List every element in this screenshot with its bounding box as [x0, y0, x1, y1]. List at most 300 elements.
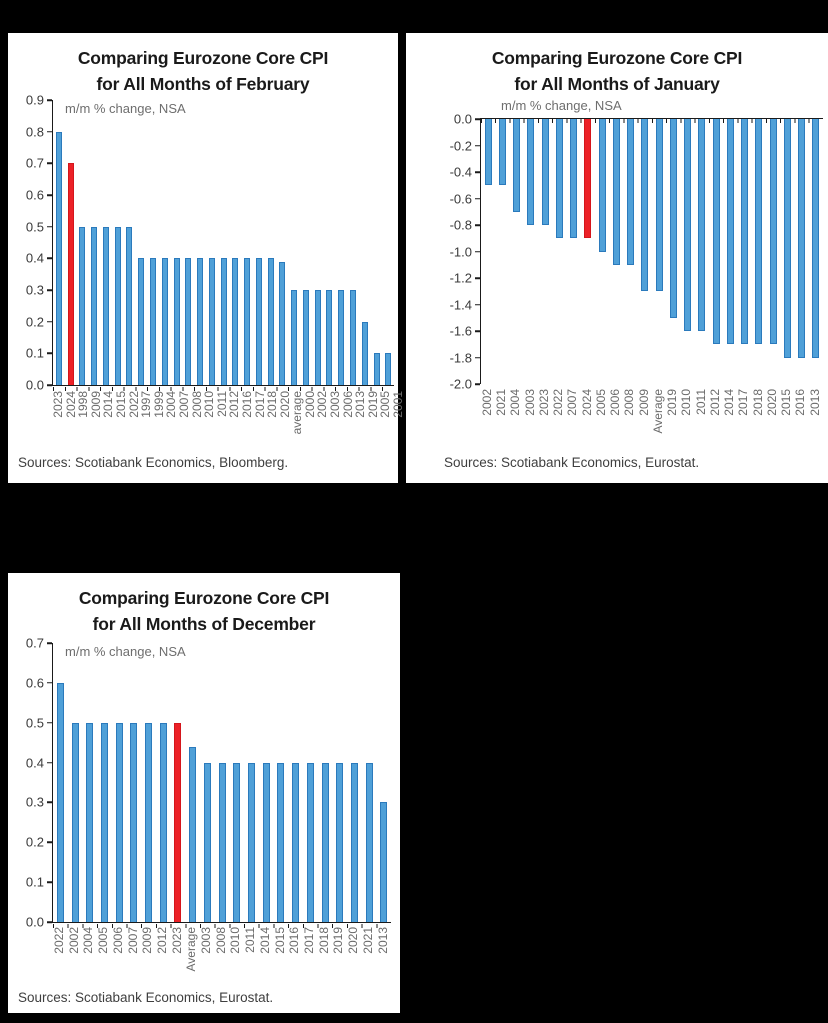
bar-slot: [124, 100, 136, 385]
bar-2022: [126, 227, 132, 385]
bar-2008: [219, 763, 226, 922]
x-tick-label: 2020: [277, 391, 292, 418]
bar-2023: [174, 723, 181, 922]
y-tick-label: -2.0: [449, 376, 472, 392]
source-note: Sources: Scotiabank Economics, Eurostat.: [444, 455, 700, 470]
y-tick-mark: [47, 722, 52, 724]
bar-slot: [229, 100, 241, 385]
plot-area-february: [25, 92, 394, 393]
bar-slot: [809, 119, 823, 384]
x-tick-label: 2014: [257, 927, 272, 954]
x-tick-label: 2010: [202, 391, 217, 418]
bar-slot: [376, 643, 391, 922]
x-tick-label: 2013: [375, 927, 390, 954]
x-tick-label: 2013: [807, 389, 822, 416]
bar-slot: [766, 119, 780, 384]
x-axis-labels-january: [480, 389, 822, 447]
bar-2013: [380, 802, 387, 922]
y-tick-mark: [475, 171, 480, 173]
y-tick-mark: [47, 762, 52, 764]
bar-slot: [244, 643, 259, 922]
x-tick-label: 2003: [522, 389, 537, 416]
x-tick-label: 2009: [140, 927, 155, 954]
bar-2006: [116, 723, 123, 922]
bar-slot: [185, 643, 200, 922]
x-tick-label: Average: [650, 389, 665, 434]
x-tick-label: 1998: [76, 391, 91, 418]
bar-2024: [584, 119, 591, 238]
x-tick-label: Average: [184, 927, 199, 972]
y-tick-mark: [47, 802, 52, 804]
bar-Average: [189, 747, 196, 922]
y-tick-label: 0.2: [25, 834, 44, 850]
x-tick-label: 2021: [494, 389, 509, 416]
x-tick-label: 2017: [736, 389, 751, 416]
plot-area-december: [25, 635, 391, 930]
x-tick-label: 1997: [139, 391, 154, 418]
y-tick-mark: [47, 258, 52, 260]
bar-slot: [723, 119, 737, 384]
bar-2010: [684, 119, 691, 331]
bar-slot: [253, 100, 265, 385]
bar-2007: [174, 258, 180, 385]
bar-slot: [362, 643, 377, 922]
bar-2011: [248, 763, 255, 922]
y-tick-mark: [475, 383, 480, 385]
bar-2005: [362, 322, 368, 385]
bar-2013: [812, 119, 819, 358]
x-tick-label: 2008: [213, 927, 228, 954]
y-tick-mark: [475, 304, 480, 306]
x-tick-label: 2004: [81, 927, 96, 954]
x-tick-label: 2007: [176, 391, 191, 418]
x-tick-label: 2009: [88, 391, 103, 418]
bar-slot: [481, 119, 495, 384]
x-tick-label: 2024: [579, 389, 594, 416]
x-tick-label: 2017: [302, 927, 316, 954]
x-tick-label: 2023: [169, 927, 184, 954]
bar-slot: [567, 119, 581, 384]
y-tick-mark: [47, 842, 52, 844]
bar-slot: [53, 643, 68, 922]
bar-slot: [332, 643, 347, 922]
x-tick-label: 2012: [154, 927, 169, 954]
bar-2005: [599, 119, 606, 252]
x-tick-label: 2015: [113, 391, 128, 418]
bar-slot: [288, 100, 300, 385]
bar-slot: [141, 643, 156, 922]
bar-2015: [277, 763, 284, 922]
bar-slot: [609, 119, 623, 384]
chart-panel-december: [8, 573, 400, 1013]
bar-slot: [200, 643, 215, 922]
y-tick-mark: [47, 642, 52, 644]
y-tick-mark: [47, 921, 52, 923]
y-tick-label: 0.0: [25, 377, 44, 393]
y-tick-label: 0.8: [25, 124, 44, 140]
bar-slot: [581, 119, 595, 384]
bar-2002: [485, 119, 492, 185]
chart-title-january: [406, 45, 828, 97]
y-tick-mark: [475, 118, 480, 120]
bar-2017: [741, 119, 748, 344]
bar-slot: [241, 100, 253, 385]
y-tick-label: -0.8: [449, 217, 472, 233]
y-tick-mark: [47, 163, 52, 165]
x-tick-label: 2008: [622, 389, 637, 416]
bar-2019: [336, 763, 343, 922]
x-axis-tick-marks: [481, 119, 823, 123]
x-tick-label: 2023: [51, 391, 65, 418]
bar-slot: [595, 119, 609, 384]
bar-slot: [371, 100, 383, 385]
bar-slot: [538, 119, 552, 384]
bar-slot: [206, 100, 218, 385]
bar-2000: [291, 290, 297, 385]
bar-slot: [182, 100, 194, 385]
bar-2004: [162, 258, 168, 385]
y-tick-label: 0.1: [25, 345, 44, 361]
y-tick-label: 0.6: [25, 675, 44, 691]
bar-2018: [755, 119, 762, 344]
x-tick-label: 2012: [227, 391, 242, 418]
bar-2007: [130, 723, 137, 922]
x-tick-label: 2005: [593, 389, 608, 416]
bar-slot: [229, 643, 244, 922]
y-tick-label: -1.8: [449, 350, 472, 365]
bar-2018: [322, 763, 329, 922]
chart-title-line2: for All Months of February: [96, 74, 310, 94]
y-tick-label: -1.2: [449, 270, 472, 286]
bar-2017: [244, 258, 250, 385]
y-tick-label: -0.6: [449, 191, 472, 206]
bar-2011: [209, 258, 215, 385]
x-tick-label: 2016: [239, 391, 254, 418]
x-tick-label: 2017: [252, 391, 267, 418]
axis-note: m/m % change, NSA: [501, 98, 622, 113]
x-tick-label: 2012: [707, 389, 722, 416]
bar-2010: [197, 258, 203, 385]
bar-1997: [138, 258, 144, 385]
bar-slot: [795, 119, 809, 384]
y-tick-label: -1.4: [449, 297, 472, 312]
bar-slot: [100, 100, 112, 385]
bar-slot: [347, 100, 359, 385]
chart-panel-january: [406, 33, 828, 483]
x-tick-label: 2022: [52, 927, 67, 954]
bar-2009: [641, 119, 648, 291]
y-tick-label: -1.6: [449, 323, 472, 339]
x-tick-label: 2019: [665, 389, 680, 416]
y-tick-mark: [47, 99, 52, 101]
bar-slot: [171, 643, 186, 922]
bar-2019: [350, 290, 356, 385]
bar-slot: [738, 119, 752, 384]
bar-2019: [670, 119, 677, 318]
bar-2006: [326, 290, 332, 385]
bar-slot: [156, 643, 171, 922]
bar-slot: [303, 643, 318, 922]
bar-2022: [556, 119, 563, 238]
bar-slot: [127, 643, 142, 922]
bar-2020: [268, 258, 274, 385]
bar-slot: [666, 119, 680, 384]
bar-2021: [499, 119, 506, 185]
bar-2014: [727, 119, 734, 344]
bar-slot: [82, 643, 97, 922]
x-tick-label: 2022: [551, 389, 566, 416]
bar-slot: [752, 119, 766, 384]
bar-2020: [770, 119, 777, 344]
x-axis-labels-december: [52, 927, 390, 985]
bar-slot: [318, 643, 333, 922]
bar-slot: [147, 100, 159, 385]
bar-slot: [259, 643, 274, 922]
bars-february: [53, 100, 394, 385]
bar-slot: [524, 119, 538, 384]
bar-slot: [300, 100, 312, 385]
bar-slot: [53, 100, 65, 385]
bar-Average: [656, 119, 663, 291]
chart-panel-february: [8, 33, 406, 483]
x-tick-label: 2006: [110, 927, 125, 954]
bar-2012: [713, 119, 720, 344]
chart-title-line1: Comparing Eurozone Core CPI: [78, 588, 330, 608]
y-tick-label: 0.0: [25, 914, 44, 930]
x-tick-label: 2004: [508, 389, 523, 416]
axis-note: m/m % change, NSA: [65, 644, 186, 659]
bar-average: [279, 262, 285, 386]
bar-slot: [359, 100, 371, 385]
bar-slot: [624, 119, 638, 384]
y-tick-mark: [47, 131, 52, 133]
bar-2018: [256, 258, 262, 385]
bar-slot: [194, 100, 206, 385]
bar-slot: [780, 119, 794, 384]
bar-2023: [56, 132, 62, 385]
x-tick-label: 2019: [365, 391, 380, 418]
x-tick-label: 2022: [126, 391, 141, 418]
y-tick-label: 0.3: [25, 794, 44, 810]
chart-title-line2: for All Months of January: [514, 74, 720, 94]
x-tick-label: 2009: [636, 389, 651, 416]
bar-slot: [65, 100, 77, 385]
x-tick-label: 2011: [214, 391, 229, 417]
y-tick-label: -0.2: [449, 138, 472, 153]
bar-2024: [68, 163, 74, 385]
y-tick-label: 0.0: [453, 111, 472, 127]
bar-slot: [88, 100, 100, 385]
bar-2016: [292, 763, 299, 922]
y-tick-mark: [475, 198, 480, 200]
x-tick-label: 2016: [793, 389, 808, 416]
bar-slot: [277, 100, 289, 385]
x-tick-label: 2010: [228, 927, 243, 954]
bar-slot: [312, 100, 324, 385]
x-tick-label: 2024: [63, 391, 78, 418]
x-tick-label: 2014: [101, 391, 116, 418]
x-tick-label: 2005: [96, 927, 111, 954]
bar-2015: [784, 119, 791, 358]
x-tick-label: 2002: [66, 927, 81, 954]
x-tick-label: 2007: [565, 389, 580, 416]
bar-slot: [681, 119, 695, 384]
x-tick-label: 2002: [315, 391, 330, 418]
y-tick-label: 0.7: [25, 635, 44, 651]
y-tick-label: 0.9: [25, 92, 44, 108]
x-tick-label: 2002: [479, 389, 494, 416]
x-tick-label: 2023: [536, 389, 551, 416]
x-tick-label: 2008: [189, 391, 204, 418]
bar-2011: [698, 119, 705, 331]
bar-slot: [171, 100, 183, 385]
y-tick-mark: [475, 251, 480, 253]
y-tick-label: 0.6: [25, 187, 44, 203]
bar-2008: [627, 119, 634, 265]
x-tick-label: 2011: [243, 927, 258, 953]
bar-2006: [613, 119, 620, 265]
bar-slot: [495, 119, 509, 384]
bar-2004: [86, 723, 93, 922]
y-tick-mark: [47, 881, 52, 883]
bars-december: [53, 643, 391, 922]
y-tick-mark: [47, 289, 52, 291]
y-tick-mark: [47, 321, 52, 323]
bar-2023: [542, 119, 549, 225]
y-tick-label: 0.7: [25, 155, 44, 171]
bar-slot: [510, 119, 524, 384]
y-tick-mark: [47, 226, 52, 228]
bar-2003: [204, 763, 211, 922]
bar-slot: [68, 643, 83, 922]
bar-slot: [77, 100, 89, 385]
bar-slot: [265, 100, 277, 385]
bar-2009: [145, 723, 152, 922]
bar-2010: [233, 763, 240, 922]
y-tick-label: -1.0: [449, 244, 472, 259]
bar-slot: [652, 119, 666, 384]
x-tick-label: 2015: [779, 389, 794, 416]
bar-slot: [695, 119, 709, 384]
bar-2012: [160, 723, 167, 922]
x-tick-label: 2021: [360, 927, 375, 954]
bar-slot: [135, 100, 147, 385]
bar-2001: [374, 353, 380, 385]
bar-2005: [101, 723, 108, 922]
y-tick-label: 0.4: [25, 250, 44, 266]
bar-1998: [79, 227, 85, 385]
x-tick-label: 2013: [353, 391, 368, 418]
x-tick-label: 2006: [340, 391, 355, 418]
bar-2002: [303, 290, 309, 385]
chart-title-february: [8, 45, 398, 97]
y-tick-mark: [47, 353, 52, 355]
bar-slot: [159, 100, 171, 385]
bar-slot: [288, 643, 303, 922]
bar-2014: [263, 763, 270, 922]
y-tick-label: -0.4: [449, 164, 472, 180]
bar-slot: [709, 119, 723, 384]
bar-slot: [382, 100, 394, 385]
bar-slot: [112, 100, 124, 385]
bars-january: [481, 119, 823, 384]
y-tick-label: 0.2: [25, 314, 44, 330]
source-note: Sources: Scotiabank Economics, Bloomberg.: [18, 455, 289, 470]
x-axis-labels-february: [51, 391, 406, 449]
bar-1999: [150, 258, 156, 385]
bar-2012: [221, 258, 227, 385]
chart-title-line1: Comparing Eurozone Core CPI: [77, 48, 329, 68]
x-tick-label: 2011: [693, 389, 708, 415]
source-note: Sources: Scotiabank Economics, Eurostat.: [18, 990, 274, 1005]
x-tick-label: average: [290, 391, 305, 435]
x-tick-label: 2016: [287, 927, 302, 954]
bar-2021: [385, 353, 391, 385]
bar-slot: [552, 119, 566, 384]
y-tick-mark: [475, 357, 480, 359]
bar-2017: [307, 763, 314, 922]
x-tick-label: 2003: [199, 927, 214, 954]
y-tick-label: 0.3: [25, 282, 44, 298]
bar-slot: [638, 119, 652, 384]
chart-title-line1: Comparing Eurozone Core CPI: [491, 48, 743, 68]
x-tick-label: 2018: [750, 389, 765, 416]
bar-2009: [91, 227, 97, 385]
x-tick-label: 2018: [265, 391, 280, 418]
bar-2003: [315, 290, 321, 385]
x-tick-label: 2003: [328, 391, 343, 418]
chart-title-line2: for All Months of December: [92, 614, 316, 634]
bar-2015: [115, 227, 121, 385]
bar-2020: [351, 763, 358, 922]
bar-2014: [103, 227, 109, 385]
y-tick-label: 0.5: [25, 715, 44, 731]
chart-title-december: [8, 585, 400, 637]
x-tick-label: 2007: [125, 927, 140, 954]
y-tick-mark: [475, 277, 480, 279]
x-tick-label: 2020: [764, 389, 779, 416]
y-tick-mark: [47, 194, 52, 196]
x-tick-label: 2010: [679, 389, 694, 416]
x-tick-label: 2005: [378, 391, 393, 418]
x-tick-label: 2000: [302, 391, 317, 418]
y-tick-mark: [47, 384, 52, 386]
bar-2013: [338, 290, 344, 385]
bar-slot: [324, 100, 336, 385]
bar-2004: [513, 119, 520, 212]
y-tick-mark: [475, 224, 480, 226]
x-tick-label: 2020: [346, 927, 361, 954]
bar-2016: [232, 258, 238, 385]
x-tick-label: 2019: [331, 927, 346, 954]
bar-2021: [366, 763, 373, 922]
x-tick-label: 2018: [316, 927, 331, 954]
bar-2002: [72, 723, 79, 922]
x-tick-label: 1999: [151, 391, 166, 418]
x-tick-label: 2001: [391, 391, 406, 418]
bar-slot: [218, 100, 230, 385]
bar-slot: [112, 643, 127, 922]
x-tick-label: 2006: [608, 389, 623, 416]
bar-2008: [185, 258, 191, 385]
bar-2003: [527, 119, 534, 225]
y-tick-label: 0.4: [25, 755, 44, 771]
x-tick-label: 2014: [722, 389, 737, 416]
y-tick-label: 0.5: [25, 219, 44, 235]
bar-2007: [570, 119, 577, 238]
y-tick-mark: [475, 330, 480, 332]
y-tick-mark: [475, 145, 480, 147]
